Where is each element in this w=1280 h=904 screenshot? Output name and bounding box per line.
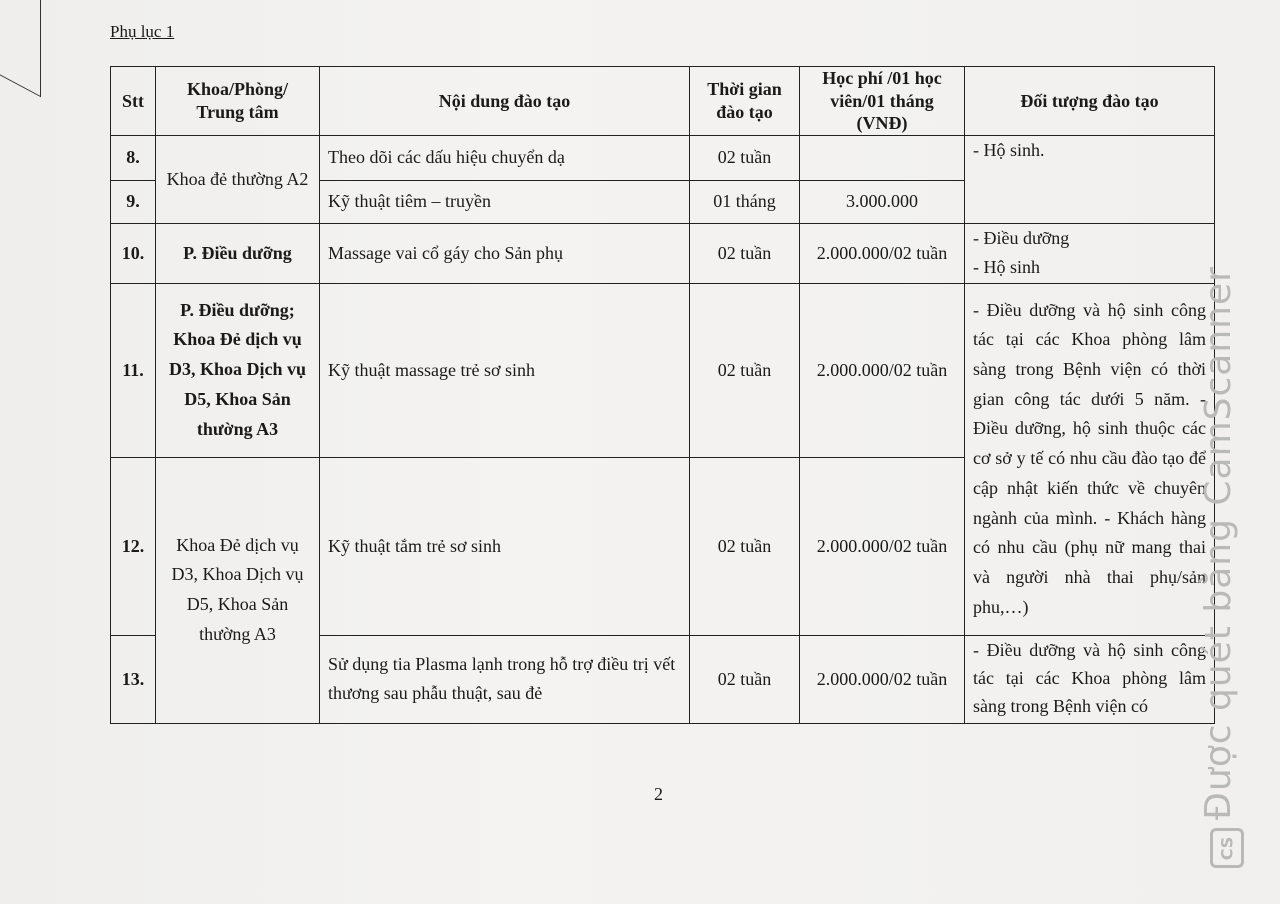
row-fee: 2.000.000/02 tuần xyxy=(800,283,965,457)
row-content: Massage vai cổ gáy cho Sản phụ xyxy=(320,223,690,283)
header-content: Nội dung đào tạo xyxy=(320,67,690,136)
row-duration: 02 tuần xyxy=(690,223,800,283)
row-stt: 9. xyxy=(111,180,156,223)
watermark-text: Được quét bằng CamScanner xyxy=(1198,266,1239,820)
audience-line: - Hộ sinh xyxy=(973,257,1040,277)
folded-corner xyxy=(0,0,41,97)
audience-line: - Điều dưỡng xyxy=(973,228,1070,249)
camscanner-logo-icon xyxy=(1210,828,1244,868)
row-content: Theo dõi các dấu hiệu chuyển dạ xyxy=(320,135,690,180)
row-fee: 2.000.000/02 tuần xyxy=(800,223,965,283)
row-department: Khoa Đẻ dịch vụ D3, Khoa Dịch vụ D5, Khoa Sản thường A3 xyxy=(156,457,320,723)
header-fee: Học phí /01 học viên/01 tháng (VNĐ) xyxy=(800,67,965,136)
header-audience: Đối tượng đào tạo xyxy=(965,67,1215,136)
header-duration: Thời gian đào tạo xyxy=(690,67,800,136)
camscanner-watermark xyxy=(1198,266,1258,870)
row-audience xyxy=(965,223,1215,283)
row-duration: 02 tuần xyxy=(690,135,800,180)
row-stt: 13. xyxy=(111,635,156,723)
row-fee xyxy=(800,135,965,180)
header-department: Khoa/Phòng/ Trung tâm xyxy=(156,67,320,136)
row-fee: 3.000.000 xyxy=(800,180,965,223)
row-content: Sử dụng tia Plasma lạnh trong hỗ trợ điều trị vết thương sau phẫu thuật, sau đẻ xyxy=(320,635,690,723)
row-content: Kỹ thuật massage trẻ sơ sinh xyxy=(320,283,690,457)
row-department: Khoa đẻ thường A2 xyxy=(156,135,320,223)
row-audience: - Điều dưỡng và hộ sinh công tác tại các Khoa phòng lâm sàng trong Bệnh viện có thời gian công tác dưới 5 năm. - Điều dưỡng, hộ sinh thuộc các cơ sở y tế có nhu cầu đào tạo để cập nhật kiến thức về chuyên ngành của mình. - Khách hàng có nhu cầu (phụ nữ mang thai và người nhà thai phụ/sản phu,…) xyxy=(965,283,1215,635)
row-stt: 11. xyxy=(111,283,156,457)
row-department: P. Điều dưỡng; Khoa Đẻ dịch vụ D3, Khoa Dịch vụ D5, Khoa Sản thường A3 xyxy=(156,283,320,457)
row-duration: 01 tháng xyxy=(690,180,800,223)
header-stt: Stt xyxy=(111,67,156,136)
page-number: 2 xyxy=(654,784,663,804)
row-fee: 2.000.000/02 tuần xyxy=(800,635,965,723)
appendix-title: Phụ lục 1 xyxy=(110,22,175,41)
watermark-logo-text: CS xyxy=(1217,836,1237,860)
row-content: Kỹ thuật tắm trẻ sơ sinh xyxy=(320,457,690,635)
row-department: P. Điều dưỡng xyxy=(156,223,320,283)
table-row xyxy=(111,135,1215,180)
table-header-row xyxy=(111,67,1215,136)
row-audience: - Điều dưỡng và hộ sinh công tác tại các Khoa phòng lâm sàng trong Bệnh viện có xyxy=(965,635,1215,723)
row-stt: 8. xyxy=(111,135,156,180)
training-table xyxy=(110,66,1215,724)
row-stt: 10. xyxy=(111,223,156,283)
row-duration: 02 tuần xyxy=(690,457,800,635)
table-row xyxy=(111,283,1215,457)
table-row xyxy=(111,223,1215,283)
row-stt: 12. xyxy=(111,457,156,635)
row-duration: 02 tuần xyxy=(690,283,800,457)
row-audience: - Hộ sinh. xyxy=(965,135,1215,223)
row-fee: 2.000.000/02 tuần xyxy=(800,457,965,635)
row-duration: 02 tuần xyxy=(690,635,800,723)
row-content: Kỹ thuật tiêm – truyền xyxy=(320,180,690,223)
